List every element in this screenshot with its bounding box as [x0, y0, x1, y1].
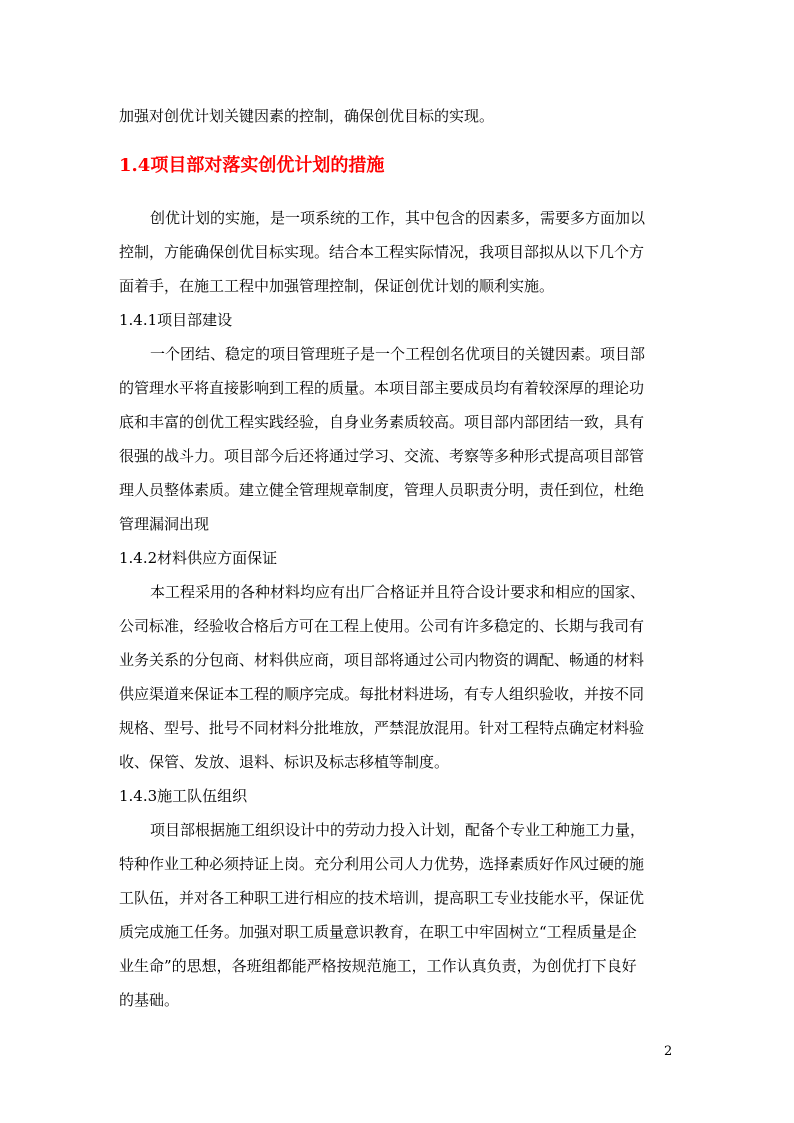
section-paragraph-line: 创优计划的实施，是一项系统的工作，其中包含的因素多，需要多方面加以 [150, 209, 646, 227]
subsection-2-paragraph-line: 规格、型号、批号不同材料分批堆放，严禁混放混用。针对工程特点确定材料验 [119, 719, 645, 737]
section-paragraph-line: 面着手，在施工工程中加强管理控制，保证创优计划的顺利实施。 [119, 277, 555, 295]
subsection-2-paragraph-line: 本工程采用的各种材料均应有出厂合格证并且符合设计要求和相应的国家、 [150, 583, 646, 601]
subsection-3-paragraph-line: 项目部根据施工组织设计中的劳动力投入计划，配备个专业工种施工力量， [150, 821, 646, 839]
subsection-3-paragraph-line: 的基础。 [119, 991, 180, 1009]
section-heading: 1.4项目部对落实创优计划的措施 [119, 155, 385, 176]
subsection-3-paragraph-line: 工队伍，并对各工种职工进行相应的技术培训，提高职工专业技能水平，保证优 [119, 889, 645, 907]
subsection-1-paragraph-line: 一个团结、稳定的项目管理班子是一个工程创名优项目的关键因素。项目部 [150, 345, 646, 363]
subsection-heading-2: 1.4.2材料供应方面保证 [119, 549, 278, 567]
subsection-1-paragraph-line: 底和丰富的创优工程实践经验，自身业务素质较高。项目部内部团结一致，具有 [119, 413, 645, 431]
subsection-3-paragraph-line: 业生命”的思想，各班组都能严格按规范施工，工作认真负责，为创优打下良好 [119, 957, 637, 975]
subsection-1-paragraph-line: 很强的战斗力。项目部今后还将通过学习、交流、考察等多种形式提高项目部管 [119, 447, 645, 465]
subsection-1-paragraph-line: 管理漏洞出现 [119, 515, 210, 533]
subsection-1-paragraph-line: 的管理水平将直接影响到工程的质量。本项目部主要成员均有着较深厚的理论功 [119, 379, 645, 397]
section-paragraph-line: 控制，方能确保创优目标实现。结合本工程实际情况，我项目部拟从以下几个方 [119, 243, 645, 261]
subsection-2-paragraph-line: 业务关系的分包商、材料供应商，项目部将通过公司内物资的调配、畅通的材料 [119, 651, 645, 669]
subsection-2-paragraph-line: 公司标准，经验收合格后方可在工程上使用。公司有许多稳定的、长期与我司有 [119, 617, 645, 635]
subsection-heading-3: 1.4.3施工队伍组织 [119, 787, 248, 805]
subsection-2-paragraph-line: 供应渠道来保证本工程的顺序完成。每批材料进场，有专人组织验收，并按不同 [119, 685, 645, 703]
subsection-heading-1: 1.4.1项目部建设 [119, 311, 233, 329]
subsection-3-paragraph-line: 特种作业工种必须持证上岗。充分利用公司人力优势，选择素质好作风过硬的施 [119, 855, 645, 873]
intro-line: 加强对创优计划关键因素的控制，确保创优目标的实现。 [119, 107, 495, 125]
subsection-1-paragraph-line: 理人员整体素质。建立健全管理规章制度，管理人员职责分明，责任到位，杜绝 [119, 481, 645, 499]
subsection-2-paragraph-line: 收、保管、发放、退料、标识及标志移植等制度。 [119, 753, 450, 771]
subsection-3-paragraph-line: 质完成施工任务。加强对职工质量意识教育，在职工中牢固树立“工程质量是企 [119, 923, 637, 941]
page-number: 2 [664, 1044, 673, 1059]
